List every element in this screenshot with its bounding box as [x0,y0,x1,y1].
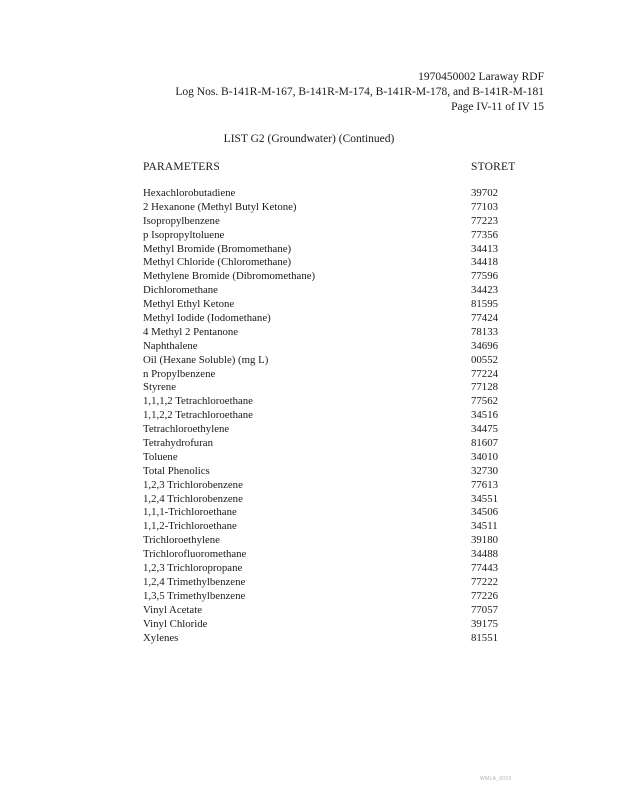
table-row [143,409,543,423]
table-row [143,326,543,340]
storet-code: 77424 [471,312,498,325]
storet-code: 34010 [471,450,498,463]
parameter-name: Methylene Bromide (Dibromomethane) [143,270,316,283]
storet-code: 32730 [471,464,498,477]
storet-code: 34506 [471,506,498,519]
table-row [143,395,543,409]
storet-code: 39180 [471,534,498,547]
parameter-name: Vinyl Acetate [143,603,203,616]
table-row [143,632,543,646]
parameter-name: Methyl Chloride (Chloromethane) [143,256,292,269]
parameter-name: Total Phenolics [143,464,210,477]
parameter-name: 1,3,5 Trimethylbenzene [143,589,246,602]
parameter-name: Trichloroethylene [143,534,220,547]
footer-stamp: WMLA_0010 [480,776,512,782]
table-row [143,604,543,618]
parameter-name: 2 Hexanone (Methyl Butyl Ketone) [143,200,297,213]
table-row [143,201,543,215]
storet-code: 77222 [471,575,498,588]
parameter-name: 1,2,3 Trichlorobenzene [143,478,243,491]
table-row [143,354,543,368]
storet-code: 77128 [471,381,498,394]
parameter-name: n Propylbenzene [143,367,216,380]
parameter-name: Tetrachloroethylene [143,423,230,436]
parameter-name: Methyl Iodide (Iodomethane) [143,312,271,325]
parameter-name: 1,1,1-Trichloroethane [143,506,237,519]
parameter-name: Oil (Hexane Soluble) (mg L) [143,353,269,366]
table-row [143,618,543,632]
parameter-name: Tetrahydrofuran [143,437,213,450]
table-row [143,187,543,201]
parameters-column-header: PARAMETERS [143,161,220,173]
table-row [143,312,543,326]
table-row [143,229,543,243]
storet-code: 78133 [471,325,498,338]
parameter-name: 1,1,1,2 Tetrachloroethane [143,395,253,408]
parameter-name: Styrene [143,381,176,394]
storet-code: 34511 [471,520,498,533]
table-row [143,465,543,479]
table-row [143,451,543,465]
table-row [143,298,543,312]
table-row [143,340,543,354]
table-row [143,215,543,229]
storet-code: 39175 [471,617,498,630]
parameter-list [143,187,543,645]
table-row [143,243,543,257]
storet-code: 77443 [471,562,498,575]
parameter-name: p Isopropyltoluene [143,228,225,241]
storet-code: 77596 [471,270,498,283]
table-row [143,534,543,548]
storet-code: 77224 [471,367,498,380]
storet-code: 77223 [471,214,498,227]
storet-code: 39702 [471,187,498,199]
parameter-name: Vinyl Chloride [143,617,208,630]
table-row [143,493,543,507]
storet-code: 34696 [471,339,498,352]
table-row [143,423,543,437]
storet-code: 81595 [471,298,498,311]
parameter-name: 1,2,4 Trichlorobenzene [143,492,243,505]
storet-code: 77103 [471,200,498,213]
table-row [143,590,543,604]
table-row [143,368,543,382]
storet-code: 77356 [471,228,498,241]
storet-code: 34488 [471,548,498,561]
parameter-name: Methyl Bromide (Bromomethane) [143,242,292,255]
storet-code: 81551 [471,631,498,644]
table-row [143,576,543,590]
storet-code: 34551 [471,492,498,505]
storet-code: 00552 [471,353,498,366]
table-row [143,270,543,284]
storet-code: 77613 [471,478,498,491]
storet-code: 77562 [471,395,498,408]
parameter-name: Trichlorofluoromethane [143,548,247,561]
table-row [143,437,543,451]
parameter-name: 1,2,4 Trimethylbenzene [143,575,246,588]
table-row [143,479,543,493]
table-row [143,562,543,576]
storet-code: 34418 [471,256,498,269]
parameter-name: Naphthalene [143,339,198,352]
storet-code: 34475 [471,423,498,436]
parameter-name: 1,1,2,2 Tetrachloroethane [143,409,253,422]
header-log-numbers: Log Nos. B-141R-M-167, B-141R-M-174, B-141R-M-178, and B-141R-M-181 [175,86,544,98]
header-page-number: Page IV-11 of IV 15 [451,101,544,113]
parameter-name: 1,2,3 Trichloropropane [143,562,243,575]
storet-code: 34516 [471,409,498,422]
storet-code: 77226 [471,589,498,602]
parameter-name: Dichloromethane [143,284,218,297]
storet-code: 77057 [471,603,498,616]
parameter-name: 4 Methyl 2 Pentanone [143,325,239,338]
table-row [143,506,543,520]
parameter-name: Isopropylbenzene [143,214,220,227]
parameter-name: Hexachlorobutadiene [143,187,236,199]
list-title: LIST G2 (Groundwater) (Continued) [223,133,395,145]
header-facility-line: 1970450002 Laraway RDF [418,71,544,83]
parameter-name: Methyl Ethyl Ketone [143,298,235,311]
table-row [143,284,543,298]
parameter-name: Toluene [143,450,178,463]
storet-code: 81607 [471,437,498,450]
table-row [143,520,543,534]
storet-code: 34413 [471,242,498,255]
parameter-name: 1,1,2-Trichloroethane [143,520,237,533]
table-row [143,548,543,562]
storet-code: 34423 [471,284,498,297]
document-header [175,70,544,115]
table-row [143,256,543,270]
storet-column-header: STORET [471,161,516,173]
table-row [143,381,543,395]
parameter-name: Xylenes [143,631,179,644]
